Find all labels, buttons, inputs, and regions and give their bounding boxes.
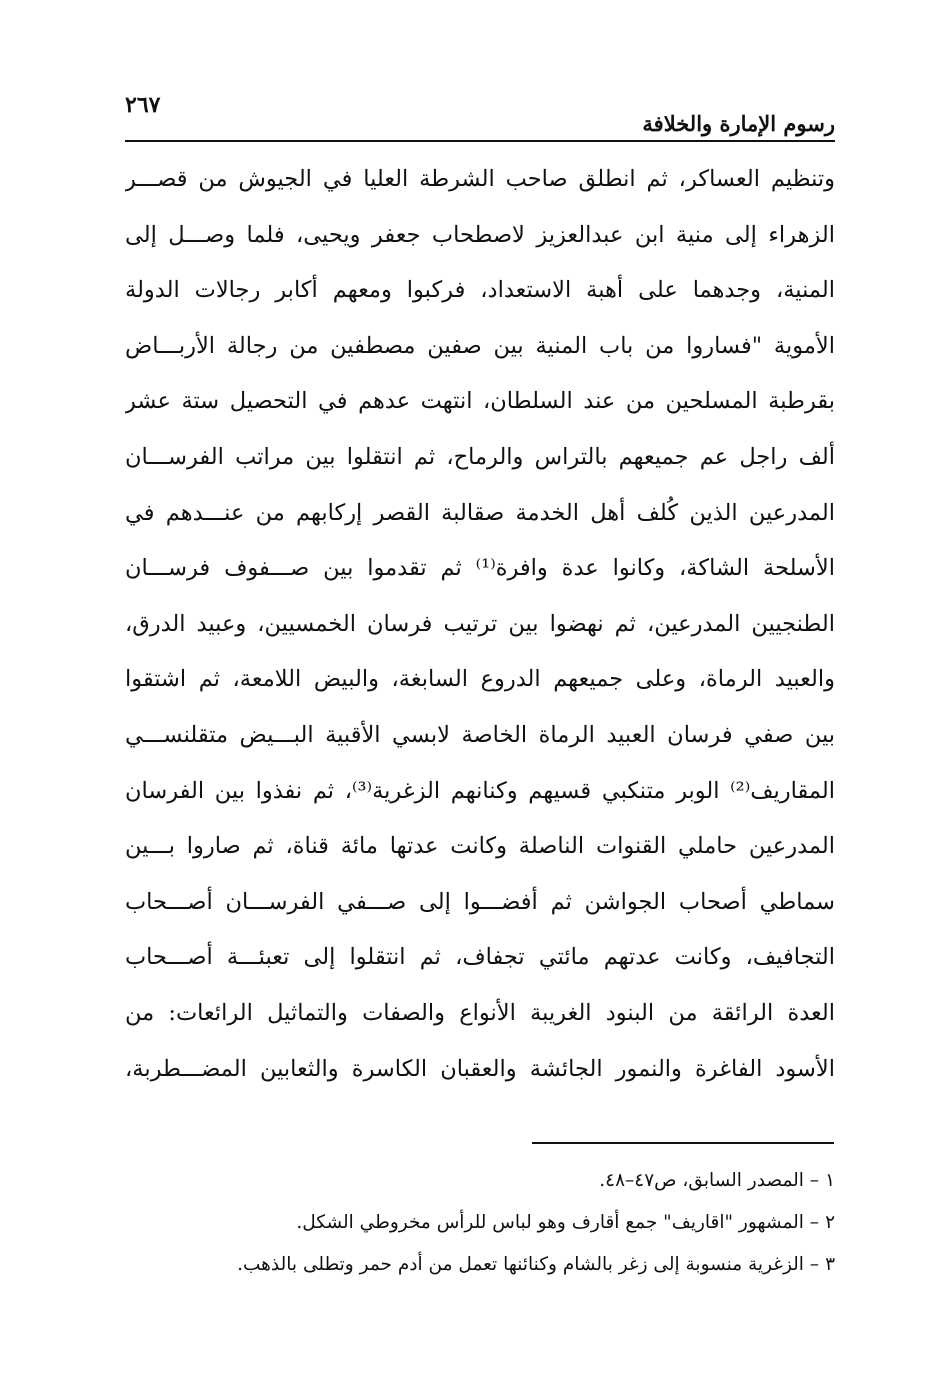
text-line: سماطي أصحاب الجواشن ثم أفضـــوا إلى صـــفي الفرســـان أصـــحاب <box>125 888 835 915</box>
footnote-number: ١ <box>825 1170 835 1191</box>
text-line: والعبيد الرماة، وعلى جميعهم الدروع السابغة، والبيض اللامعة، ثم اشتقوا <box>125 666 835 693</box>
text-line: المقاريف⁽²⁾ الوبر متنكبي قسيهم وكنانهم الزغرية⁽³⁾، ثم نفذوا بين الفرسان <box>125 777 835 804</box>
text-line: الأسلحة الشاكة، وكانوا عدة وافرة⁽¹⁾ ثم تقدموا بين صـــفوف فرســـان <box>125 555 835 582</box>
footnote-2 <box>150 1202 835 1244</box>
footnote-number: ٢ <box>825 1212 835 1233</box>
text-line: الزهراء إلى منية ابن عبدالعزيز لاصطحاب جعفر ويحيى، فلما وصـــل إلى <box>125 221 835 248</box>
text-line: الطنجيين المدرعين، ثم نهضوا بين ترتيب فرسان الخمسيين، وعبيد الدرق، <box>125 610 835 637</box>
text-line: المنية، وجدهما على أهبة الاستعداد، فركبوا ومعهم أكابر رجالات الدولة <box>125 277 835 304</box>
text-line: وتنظيم العساكر، ثم انطلق صاحب الشرطة العليا في الجيوش من قصـــر <box>125 166 835 192</box>
footnote-number: ٣ <box>825 1254 835 1275</box>
main-text <box>125 152 835 1097</box>
header-rule <box>125 140 835 142</box>
footnotes <box>150 1160 835 1286</box>
footnote-text: – المصدر السابق، ص٤٧–٤٨. <box>599 1170 820 1191</box>
page-number: ٢٦٧ <box>125 92 161 118</box>
page-header <box>125 92 835 142</box>
footnote-text: – المشهور "اقاريف" جمع أقارف وهو لباس للرأس مخروطي الشكل. <box>296 1212 820 1233</box>
text-line: الأموية "فساروا من باب المنية بين صفين مصطفين من رجالة الأربـــاض <box>125 332 835 359</box>
footnote-separator <box>532 1142 834 1144</box>
text-line: المدرعين حاملي القنوات الناصلة وكانت عدتها مائة قناة، ثم صاروا بـــين <box>125 833 835 860</box>
text-line: بين صفي فرسان العبيد الرماة الخاصة لابسي الأقبية البـــيض متقلنســـي <box>125 721 835 748</box>
text-line: العدة الرائقة من البنود الغريبة الأنواع والصفات والتماثيل الرائعات: من <box>125 999 835 1026</box>
text-line: بقرطبة المسلحين من عند السلطان، انتهت عدهم في التحصيل ستة عشر <box>125 388 835 415</box>
text-line: الأسود الفاغرة والنمور الجائشة والعقبان الكاسرة والثعابين المضـــطربة، <box>125 1055 835 1082</box>
footnote-text: – الزغرية منسوبة إلى زغر بالشام وكنائنها تعمل من أدم حمر وتطلى بالذهب. <box>237 1254 820 1275</box>
text-line: المدرعين الذين كُلف أهل الخدمة صقالبة القصر إركابهم من عنـــدهم في <box>125 499 835 526</box>
text-line: التجافيف، وكانت عدتهم مائتي تجفاف، ثم انتقلوا إلى تعبئـــة أصـــحاب <box>125 944 835 971</box>
text-line: ألف راجل عم جميعهم بالتراس والرماح، ثم انتقلوا بين مراتب الفرســـان <box>125 443 835 470</box>
footnote-1 <box>150 1160 835 1202</box>
footnote-3 <box>150 1244 835 1286</box>
running-title: رسوم الإمارة والخلافة <box>642 111 835 136</box>
